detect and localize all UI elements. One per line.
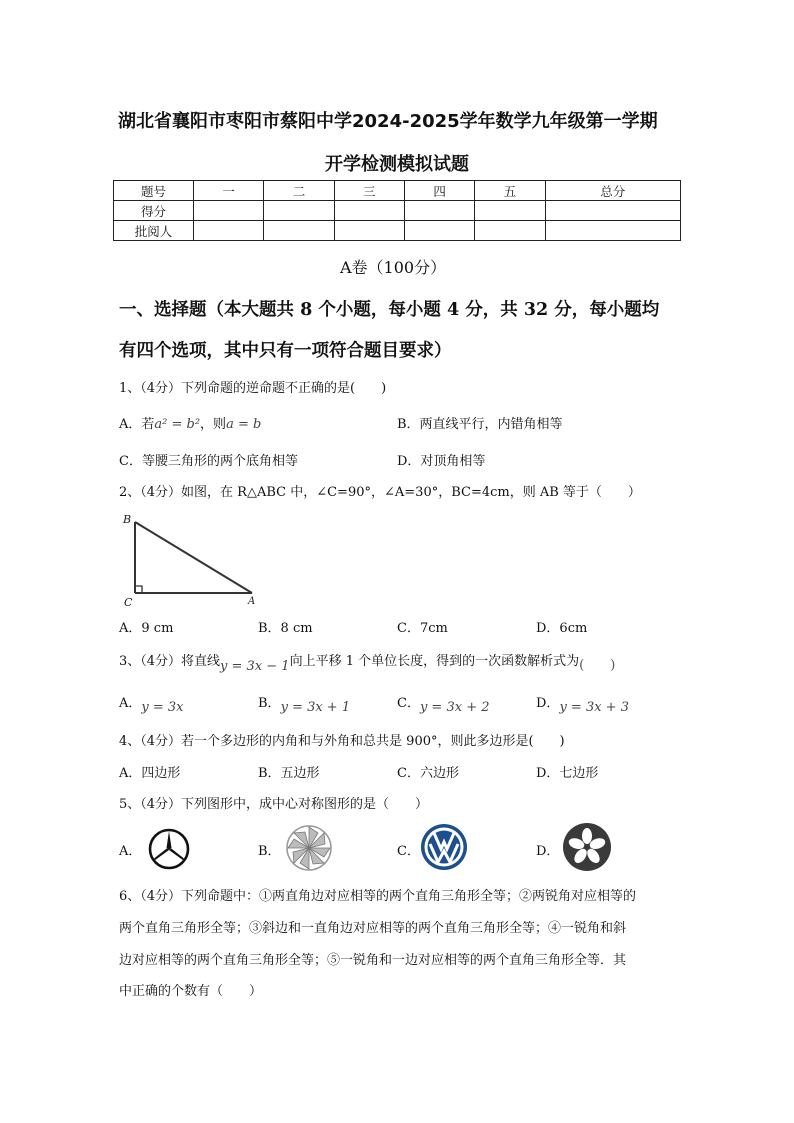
document-title-line1: 湖北省襄阳市枣阳市蔡阳中学2024-2025学年数学九年级第一学期: [118, 111, 658, 132]
score-cell[interactable]: [334, 201, 404, 221]
score-header-cell: 题号: [114, 181, 194, 201]
score-row-label: 得分: [114, 201, 194, 221]
question-6-line2: 两个直角三角形全等；③斜边和一直角边对应相等的两个直角三角形全等；④一锐角和斜: [119, 921, 627, 936]
vw-logo-icon: [419, 822, 469, 872]
option-a-mid: ，则: [200, 417, 227, 432]
q3-b-label: B．: [258, 696, 281, 711]
score-cell[interactable]: [404, 221, 474, 241]
score-cell[interactable]: [475, 201, 545, 221]
pinwheel-logo-icon: [284, 823, 334, 873]
score-table-header-row: [114, 181, 681, 201]
option-a-math2: a = b: [226, 417, 262, 432]
question-5-option-d[interactable]: D．: [536, 844, 560, 859]
question-4-option-d[interactable]: D．七边形: [536, 766, 599, 781]
score-header-cell: 总分: [545, 181, 680, 201]
q3-d-math: y = 3x + 3: [559, 700, 629, 715]
score-cell[interactable]: [264, 201, 334, 221]
q3-c-label: C．: [397, 696, 420, 711]
score-cell[interactable]: [194, 221, 264, 241]
question-1-stem: 1、（4分）下列命题的逆命题不正确的是( ): [119, 381, 387, 396]
q3-c-math: y = 3x + 2: [419, 700, 490, 715]
question-1-option-c[interactable]: C．等腰三角形的两个底角相等: [119, 454, 298, 469]
question-5-stem: 5、（4分）下列图形中，成中心对称图形的是（ ）: [119, 797, 429, 812]
q3-stem-math: y = 3x − 1: [220, 659, 290, 674]
section-heading-line1: 一、选择题（本大题共 8 个小题，每小题 4 分，共 32 分，每小题均: [119, 300, 660, 320]
score-header-cell: 五: [475, 181, 545, 201]
q3-stem-paren: ( ): [579, 658, 616, 673]
score-row-label: 批阅人: [114, 221, 194, 241]
vertex-label-c: C: [124, 596, 133, 609]
mercedes-logo-icon: [147, 827, 191, 871]
score-header-cell: 一: [194, 181, 264, 201]
question-2-option-d[interactable]: D．6cm: [536, 621, 588, 636]
question-1-option-b[interactable]: B．两直线平行，内错角相等: [397, 417, 563, 432]
question-3-option-b[interactable]: [258, 692, 351, 715]
option-a-label: A．若: [119, 417, 155, 432]
score-header-cell: 二: [264, 181, 334, 201]
question-2-option-b[interactable]: B．8 cm: [258, 621, 313, 636]
right-angle-mark: [135, 586, 142, 593]
question-5-option-a[interactable]: A．: [119, 844, 142, 859]
q3-a-math: y = 3x: [141, 700, 184, 715]
q3-a-label: A．: [119, 696, 142, 711]
question-2-option-a[interactable]: A．9 cm: [119, 621, 174, 636]
section-heading-line2: 有四个选项，其中只有一项符合题目要求）: [119, 341, 452, 361]
question-1-option-d[interactable]: D．对顶角相等: [397, 454, 486, 469]
triangle-side-ab: [135, 522, 252, 593]
score-cell[interactable]: [475, 221, 545, 241]
q3-d-label: D．: [536, 696, 560, 711]
score-table-row: [114, 201, 681, 221]
question-1-option-a[interactable]: [119, 413, 261, 432]
question-2-option-c[interactable]: C．7cm: [397, 621, 448, 636]
score-cell[interactable]: [545, 221, 680, 241]
question-6-line3: 边对应相等的两个直角三角形全等；⑤一锐角和一边对应相等的两个直角三角形全等．其: [119, 953, 627, 968]
q3-b-math: y = 3x + 1: [280, 700, 351, 715]
score-cell[interactable]: [404, 201, 474, 221]
score-table-row: [114, 221, 681, 241]
question-4-option-a[interactable]: A．四边形: [119, 766, 181, 781]
question-6-line1: 6、（4分）下列命题中：①两直角边对应相等的两个直角三角形全等；②两锐角对应相等的: [119, 889, 637, 904]
score-cell[interactable]: [545, 201, 680, 221]
option-a-math1: a² = b²: [154, 417, 201, 432]
score-cell[interactable]: [334, 221, 404, 241]
right-triangle-figure: [118, 506, 260, 610]
question-5-option-b[interactable]: B．: [258, 844, 281, 859]
score-header-cell: 三: [334, 181, 404, 201]
question-2-stem: 2、（4分）如图，在 R△ABC 中，∠C=90°，∠A=30°，BC=4cm，则 AB 等于（ ）: [119, 485, 641, 500]
vertex-label-a: A: [248, 596, 256, 607]
question-6-line4: 中正确的个数有（ ）: [119, 984, 263, 999]
question-4-option-c[interactable]: C．六边形: [397, 766, 459, 781]
question-3-stem: [119, 650, 616, 674]
volume-heading: A卷（100分）: [340, 258, 447, 277]
score-cell[interactable]: [264, 221, 334, 241]
q3-stem-post: 向上平移 1 个单位长度，得到的一次函数解析式为: [289, 654, 580, 669]
question-3-option-a[interactable]: [119, 692, 184, 715]
question-4-stem: 4、（4分）若一个多边形的内角和与外角和总共是 900°，则此多边形是( ): [119, 734, 565, 749]
question-5-option-c[interactable]: C．: [397, 844, 420, 859]
score-header-cell: 四: [404, 181, 474, 201]
document-title-line2: 开学检测模拟试题: [325, 154, 469, 175]
score-table: [113, 180, 681, 241]
q3-stem-pre: 3、（4分）将直线: [119, 654, 221, 669]
question-3-option-d[interactable]: [536, 692, 629, 715]
vertex-label-b: B: [123, 513, 132, 526]
question-4-option-b[interactable]: B．五边形: [258, 766, 320, 781]
question-3-option-c[interactable]: [397, 692, 490, 715]
bauhinia-logo-icon: [562, 822, 612, 872]
score-cell[interactable]: [194, 201, 264, 221]
